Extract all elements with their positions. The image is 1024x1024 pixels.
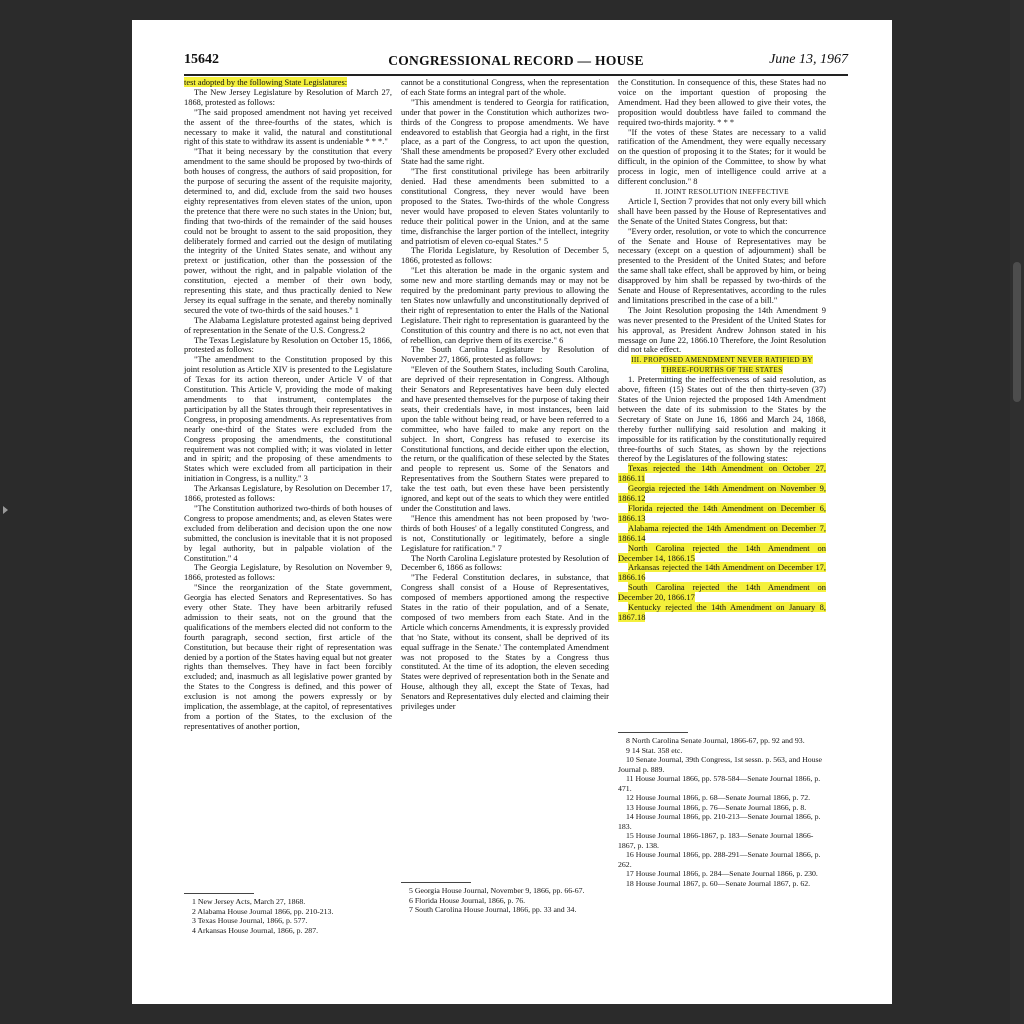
footnote: 15 House Journal 1866-1867, p. 183—Senate Journal 1866-1867, p. 138. (618, 831, 814, 850)
paragraph: The Arkansas Legislature, by Resolution on December 17, 1866, protested as follows: (184, 483, 392, 504)
paragraph: "If the votes of these States are necessary to a valid ratification of the Amendment, they were equally necessary on the question of proposing it to the States; for it would be difficult, in the opinion of the Committee, to show by what process in logic, men of intelligence could arrive at a different conclusion." 8 (618, 126, 826, 187)
page-header (184, 52, 848, 74)
scrollbar-thumb[interactable] (1013, 262, 1021, 402)
page-title: CONGRESSIONAL RECORD — HOUSE (388, 53, 644, 68)
paragraph: "Eleven of the Southern States, including South Carolina, are deprived of their representation in Congress. Although their Senators and Representatives have been duly elected and have presented themselves for the purpose of taking their seats, their credentials have, in most instances, been laid upon the table without being read, or have been referred to a committee, who have failed to make any report on the subject. In short, Congress has refused to exercise its Constitutional functions, and decide either upon the election, the return, or the qualification of these selected by the States and people to represent us. Some of the Senators and Representatives from the Southern States were prepared to take the test oath, but even these have been persistently ignored, and kept out of the seats to which they were entitled under the Constitution and laws. (401, 364, 609, 513)
paragraph: The Texas Legislature by Resolution on October 15, 1866, protested as follows: (184, 334, 392, 355)
paragraph: "Hence this amendment has not been proposed by 'two-thirds of both Houses' of a legally constituted Congress, and is not, Constitutionally or legitimately, before a single Legislature for ratification." 7 (401, 512, 609, 553)
highlighted-text: III. PROPOSED AMENDMENT NEVER RATIFIED BY THREE-FOURTHS OF THE STATES (631, 355, 813, 375)
paragraph: The South Carolina Legislature by Resolution of November 27, 1866, protested as follows: (401, 344, 609, 365)
highlighted-text: Georgia rejected the 14th Amendment on November 9, 1866.12 (618, 483, 826, 504)
footnote: 1 New Jersey Acts, March 27, 1868. (192, 897, 306, 906)
section-heading: II. JOINT RESOLUTION INEFFECTIVE (655, 186, 789, 196)
paragraph: the Constitution. In consequence of this, these States had no voice on the important question of proposing the Amendment. Had they been allowed to give their votes, the proposition would doubtless have failed to command the required two-thirds majority. * * * (618, 77, 826, 127)
highlighted-text: South Carolina rejected the 14th Amendment on December 20, 1866.17 (618, 582, 826, 603)
highlighted-text: Texas rejected the 14th Amendment on October 27, 1866.11 (618, 463, 826, 484)
paragraph: "This amendment is tendered to Georgia for ratification, under that power in the Constitution which authorizes two-thirds of the Congress to propose amendments. We have endeavored to establish that Georgia had a right, in the first place, as a part of the Congress, to act upon the question, 'Shall these amendments be proposed?' Every other excluded State had the same right. (401, 96, 609, 167)
rejection-item (618, 504, 826, 524)
footnote: 9 14 Stat. 358 etc. (626, 745, 683, 755)
paragraph: The Georgia Legislature, by Resolution on November 9, 1866, protested as follows: (184, 562, 392, 583)
paragraph: "That it being necessary by the constitution that every amendment to the same should be proposed by two-thirds of both houses of congress, the authors of said proposition, for the purpose of securing the assent of the requisite majority, determined to, and did, exclude from the said two houses eighty representatives from eleven states of the union, upon the pretence that there were no such states in the Union; but, finding that two-thirds of the remainder of the said houses could not be brought to assent to the said proposition, they deliberately formed and carried out the design of mutilating the integrity of the United States senate, and without any pretext or justification, other than the possession of the power, without the right, and in palpable violation of the constitution, ejected a member of their own body, representing this state, and thus practically denied to New Jersey its equal suffrage in the senate, and thereby nominally secured the vote of two-thirds of the said houses." 1 (184, 146, 392, 315)
footnote-separator (618, 732, 688, 733)
paragraph: The Florida Legislature, by Resolution of December 5, 1866, protested as follows: (401, 245, 609, 266)
paragraph: "The amendment to the Constitution proposed by this joint resolution as Article XIV is presented to the Legislature of Texas for its action thereon, under Article V of that Constitution. This Article V, providing the mode of making amendments to that instrument, contemplates the participation by all the States through their representatives in Congress, in proposing amendments. As representatives from nearly one-third of the States were excluded from the Congress proposing the amendments, the constitutional requirement was not complied with; it was violated in letter and in spirit; and the proposing of these amendments to States which were excluded from all participation in their initiation in Congress, is a nullity." 3 (184, 354, 392, 484)
footnote-separator (401, 882, 471, 883)
paragraph: "The said proposed amendment not having yet received the assent of the three-fourths of the states, which is necessary to make it valid, the natural and constitutional right of this state to withdraw its assent is undeniable * * *." (184, 106, 392, 147)
footnote: 17 House Journal 1866, p. 284—Senate Journal 1866, p. 230. (626, 869, 818, 878)
paragraph: "Since the reorganization of the State government, Georgia has elected Senators and Representatives. So has every other State. They have been arbitrarily refused admission to their seats, not on the ground that the qualifications of the members elected did not conform to the fourth paragraph, second section, first article of the Constitution, but because their right of representation was denied by a portion of the States having equal but not greater rights than themselves. They have in fact been forcibly excluded; and, inasmuch as all legislative power granted by the States to the Congress is defined, and this power of exclusion is not among the powers expressly or by implication, the assemblage, at the capitol, of representatives from a portion of the States, to the exclusion of the representatives of another portion, (184, 582, 392, 731)
paragraph: The Alabama Legislature protested against being deprived of representation in the Senate of the U.S. Congress.2 (184, 314, 392, 335)
paragraph: 1. Pretermitting the ineffectiveness of said resolution, as above, fifteen (15) States out of the then thirty-seven (37) States of the Union rejected the proposed 14th Amendment between the date of its submission to the States by the Secretary of State on June 16, 1866 and March 24, 1868, thereby further nullifying said resolution and making it impossible for its ratification by the constitutionally required three-fourths of such States, as shown by the rejections thereof by the Legislatures of the following states: (618, 374, 826, 464)
footnote: 12 House Journal 1866, p. 68—Senate Journal 1866, p. 72. (626, 793, 811, 802)
footnote: 11 House Journal 1866, pp. 578-584—Senate Journal 1866, p. 471. (618, 774, 821, 793)
footnote: 14 House Journal 1866, pp. 210-213—Senate Journal 1866, p. 183. (618, 812, 821, 831)
rejection-item (618, 524, 826, 544)
column-1 (184, 78, 392, 732)
footnote: 2 Alabama House Journal 1866, pp. 210-213. (192, 906, 334, 916)
highlighted-text: Kentucky rejected the 14th Amendment on January 8, 1867.18 (618, 602, 826, 622)
paragraph: "Let this alteration be made in the organic system and some new and more startling demands may or may not be required by the predominant party previous to allowing the ten States now unlawfully and unconstitutionally deprived of their right of representation to enter the Halls of the National Legislature. Their right to representation is guaranteed by the Constitution of this country and there is no act, not even that of rebellion, can deprive them of its exercise." 6 (401, 265, 609, 345)
paragraph: The Joint Resolution proposing the 14th Amendment 9 was never presented to the President of the United States for his approval, as President Andrew Johnson stated in his message on June 22, 1866.10 Therefore, the Joint Resolution did not take effect. (618, 304, 826, 355)
rejection-item (618, 544, 826, 564)
rejection-item (618, 464, 826, 484)
paragraph: The New Jersey Legislature by Resolution of March 27, 1868, protested as follows: (184, 86, 392, 107)
footnote: 7 South Carolina House Journal, 1866, pp. 33 and 34. (409, 905, 577, 914)
paragraph: Article I, Section 7 provides that not only every bill which shall have been passed by the House of Representatives and the Senate of the United States Congress, but that: (618, 195, 826, 226)
paragraph: The North Carolina Legislature protested by Resolution of December 6, 1866 as follows: (401, 552, 609, 573)
footnote: 6 Florida House Journal, 1866, p. 76. (409, 895, 526, 905)
paragraph: "Every order, resolution, or vote to which the concurrence of the Senate and House of Representatives may be necessary (except on a question of adjournment) shall be presented to the President of the United States; and before the same shall take effect, shall be approved by him, or being disapproved by him shall be repassed by two-thirds of the Senate and House of Representatives, according to the rules and limitations prescribed in the case of a bill." (618, 225, 826, 305)
rejection-item (618, 583, 826, 603)
footnote: 13 House Journal 1866, p. 76—Senate Journal 1866, p. 8. (626, 802, 807, 812)
footnote: 4 Arkansas House Journal, 1866, p. 287. (192, 925, 319, 935)
highlighted-text: Florida rejected the 14th Amendment on December 6, 1866.13 (618, 502, 826, 523)
footnote-separator (184, 893, 254, 894)
column-2 (401, 78, 609, 712)
highlighted-text: North Carolina rejected the 14th Amendment on December 14, 1866.15 (618, 542, 826, 563)
expand-sidebar-icon[interactable] (3, 506, 8, 514)
header-rule (184, 74, 848, 76)
paragraph: "The Federal Constitution declares, in substance, that Congress shall consist of a House of Representatives, composed of members apportioned among the respective States in the ratio of their population, and of a Senate, composed of two members from each State. And in the Article which concerns Amendments, it is expressly provided that 'no State, without its consent, shall be deprived of its equal suffrage in the Senate.' The contemplated Amendment was not proposed to the States by a Congress thus constituted. At the time of its adoption, the eleven seceding States were deprived of representation both in the Senate and House, although they all, except the State of Texas, had Senators and Representatives duly elected and claiming their privileges under (401, 572, 609, 712)
paragraph: "The Constitution authorized two-thirds of both houses of Congress to propose amendments; and, as eleven States were excluded from deliberation and decision upon the one now submitted, the conclusion is inevitable that it is not proposed by legal authority, but in palpable violation of the Constitution." 4 (184, 502, 392, 563)
document-page (132, 20, 892, 1004)
paragraph: cannot be a constitutional Congress, when the representation of each State forms an integral part of the whole. (401, 77, 609, 97)
highlighted-text: Arkansas rejected the 14th Amendment on December 17, 1866.16 (618, 562, 826, 583)
rejection-item (618, 603, 826, 623)
rejection-item (618, 484, 826, 504)
highlighted-text: Alabama rejected the 14th Amendment on December 7, 1866.14 (618, 522, 826, 543)
footnote: 8 North Carolina Senate Journal, 1866-67, pp. 92 and 93. (626, 736, 805, 745)
paragraph: "The first constitutional privilege has been arbitrarily denied. Had these amendments been submitted to a constitutional Congress, they never would have been proposed to the States. Two-thirds of the whole Congress never would have proposed to eleven States voluntarily to reduce their political power in the Union, and at the same time, disfranchise the larger portion of the intellect, integrity and patriotism of eleven co-equal States." 5 (401, 166, 609, 246)
page-number: 15642 (184, 52, 219, 67)
footnotes-column-1 (184, 893, 392, 935)
footnote: 16 House Journal 1866, pp. 288-291—Senate Journal 1866, p. 262. (618, 850, 821, 869)
footnote: 10 Senate Journal, 39th Congress, 1st sessn. p. 563, and House Journal p. 889. (618, 755, 822, 774)
highlighted-text: test adopted by the following State Legislatures: (184, 77, 348, 87)
vertical-scrollbar[interactable] (1010, 0, 1024, 1024)
footnotes-column-3 (618, 732, 826, 888)
footnote: 5 Georgia House Journal, November 9, 1866, pp. 66-67. (409, 886, 585, 895)
rejection-item (618, 563, 826, 583)
page-date: June 13, 1967 (769, 52, 848, 67)
footnote: 3 Texas House Journal, 1866, p. 577. (192, 916, 308, 925)
column-3 (618, 78, 826, 623)
footnote: 18 House Journal 1867, p. 60—Senate Journal 1867, p. 62. (626, 878, 811, 888)
section-heading (618, 355, 826, 375)
footnotes-column-2 (401, 882, 609, 915)
